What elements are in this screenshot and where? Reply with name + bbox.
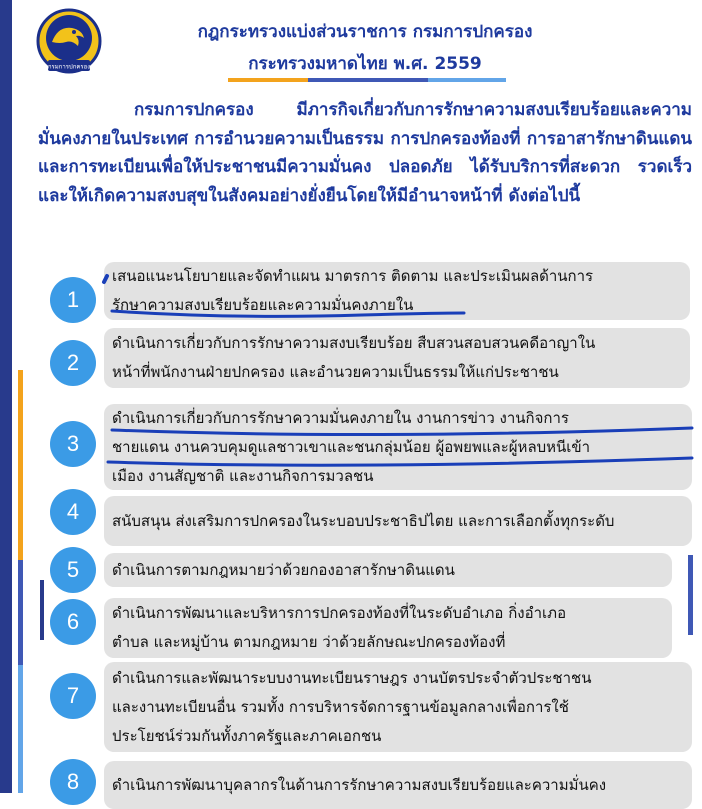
item-3-line-2: ชายแดน งานควบคุมดูแลชาวเขาและชนกลุ่มน้อย ผู้อพยพและผู้หลบหนีเข้า: [112, 438, 591, 456]
accent-lightblue-left: [18, 665, 23, 793]
item-7-line-1: ดำเนินการและพัฒนาระบบงานทะเบียนราษฎร งานบัตรประจำตัวประชาชน: [112, 668, 592, 687]
item-box-5: [104, 553, 672, 587]
item-number-3: 3: [50, 421, 96, 467]
title-underline-lightblue: [428, 78, 506, 82]
item-number-2: 2: [50, 340, 96, 386]
item-6-line-1: ดำเนินการพัฒนาและบริหารการปกครองท้องที่ในระดับอำเภอ กิ่งอำเภอ: [112, 604, 567, 622]
item-box-2: [104, 328, 690, 388]
item-5-line-1: ดำเนินการตามกฎหมายว่าด้วยกองอาสารักษาดินแดน: [112, 560, 455, 579]
item-number-6: 6: [50, 599, 96, 645]
item-3-line-1: ดำเนินการเกี่ยวกับการรักษาความมั่นคงภายใน งานการข่าว งานกิจการ: [112, 409, 569, 427]
accent-navy-left-2: [40, 580, 44, 640]
item-box-8: [104, 761, 692, 809]
item-number-7: 7: [50, 673, 96, 719]
item-number-8: 8: [50, 759, 96, 805]
accent-navy-right: [688, 555, 693, 635]
item-number-1: 1: [50, 277, 96, 323]
intro-paragraph: [38, 96, 692, 210]
item-box-6: [104, 598, 672, 658]
item-7-line-2: และงานทะเบียนอื่น รวมทั้ง การบริหารจัดการฐานข้อมูลกลางเพื่อการใช้: [112, 697, 569, 716]
item-1-line-1: เสนอแนะนโยบายและจัดทำแผน มาตรการ ติดตาม และประเมินผลด้านการ: [112, 267, 594, 285]
item-3-line-3: เมือง งานสัญชาติ และงานกิจการมวลชน: [112, 467, 374, 485]
item-8-line-1: ดำเนินการพัฒนาบุคลากรในด้านการรักษาความสงบเรียบร้อยและความมั่นคง: [112, 775, 607, 794]
page-title-line2: กระทรวงมหาดไทย พ.ศ. 2559: [248, 54, 482, 74]
accent-orange-left: [18, 370, 23, 560]
item-number-4: 4: [50, 489, 96, 535]
item-4-line-1: สนับสนุน ส่งเสริมการปกครองในระบอบประชาธิปไตย และการเลือกตั้งทุกระดับ: [112, 511, 615, 530]
item-1-line-2: รักษาความสงบเรียบร้อยและความมั่นคงภายใน: [112, 296, 414, 314]
accent-blue-left: [18, 560, 23, 665]
item-2-line-1: ดำเนินการเกี่ยวกับการรักษาความสงบเรียบร้อย สืบสวนสอบสวนคดีอาญาใน: [112, 334, 596, 352]
item-2-line-2: หน้าที่พนักงานฝ่ายปกครอง และอำนวยความเป็นธรรมให้แก่ประชาชน: [112, 363, 559, 381]
item-box-3: [104, 404, 692, 490]
title-underline-blue: [308, 78, 428, 82]
item-box-4: [104, 496, 692, 546]
dopa-logo: [36, 8, 102, 78]
item-6-line-2: ตำบล และหมู่บ้าน ตามกฎหมาย ว่าด้วยลักษณะปกครองท้องที่: [112, 633, 506, 651]
intro-text: กรมการปกครอง มีภารกิจเกี่ยวกับการรักษาความสงบเรียบร้อยและความมั่นคงภายในประเทศ การอำนวยความเป็นธรรม การปกครองท้องที่ การอาสารักษาดินแดน และการทะเบียนเพื่อให้ประชาชนมีความมั่นคง ปลอดภัย ได้รับบริการที่สะดวก รวดเร็ว และให้เกิดความสงบสุขในสังคมอย่างยั่งยืนโดยให้มีอำนาจหน้าที่ ดังต่อไปนี้: [38, 100, 692, 206]
item-box-7: [104, 662, 692, 752]
left-border-bar: [0, 0, 12, 793]
item-number-5: 5: [50, 547, 96, 593]
page-title-line1: กฎกระทรวงแบ่งส่วนราชการ กรมการปกครอง: [197, 22, 533, 42]
item-7-line-3: ประโยชน์ร่วมกันทั้งภาครัฐและภาคเอกชน: [112, 726, 382, 745]
title-underline-orange: [228, 78, 308, 82]
item-box-1: [104, 262, 690, 320]
logo-text: กรมการปกครอง: [47, 63, 91, 71]
